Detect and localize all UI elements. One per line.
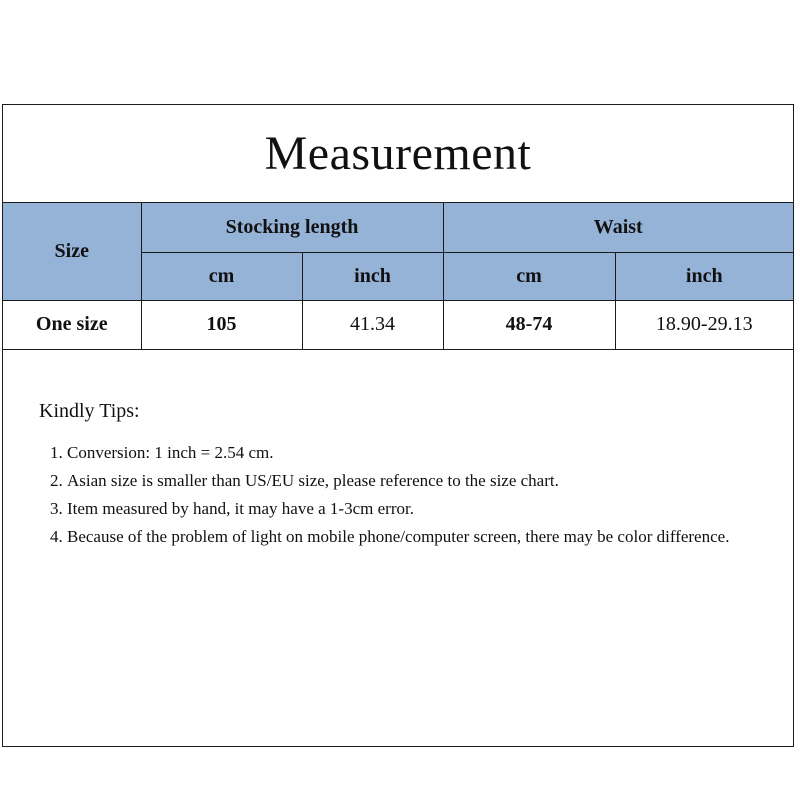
waist-header: Waist	[443, 203, 793, 252]
chart-title: Measurement	[3, 105, 793, 203]
tip-item: 3. Item measured by hand, it may have a 1-3cm error.	[67, 495, 759, 523]
length-inch-cell: 41.34	[302, 300, 443, 349]
stocking-length-header: Stocking length	[141, 203, 443, 252]
table-row	[3, 300, 793, 349]
tip-item: 2. Asian size is smaller than US/EU size, please reference to the size chart.	[67, 467, 759, 495]
unit-header-length-cm: cm	[141, 252, 302, 300]
tip-item: 4. Because of the problem of light on mobile phone/computer screen, there may be color difference.	[67, 523, 759, 551]
table-header-row	[3, 203, 793, 252]
waist-cm-cell: 48-74	[443, 300, 615, 349]
size-header: Size	[3, 203, 141, 300]
size-table	[3, 203, 793, 350]
unit-header-waist-cm: cm	[443, 252, 615, 300]
unit-header-waist-inch: inch	[615, 252, 793, 300]
measurement-chart	[2, 104, 794, 747]
tips-section	[39, 397, 759, 551]
tips-list	[39, 439, 759, 551]
waist-inch-cell: 18.90-29.13	[615, 300, 793, 349]
size-cell: One size	[3, 300, 141, 349]
tip-item: 1. Conversion: 1 inch = 2.54 cm.	[67, 439, 759, 467]
length-cm-cell: 105	[141, 300, 302, 349]
unit-header-length-inch: inch	[302, 252, 443, 300]
tips-title: Kindly Tips:	[39, 400, 140, 422]
